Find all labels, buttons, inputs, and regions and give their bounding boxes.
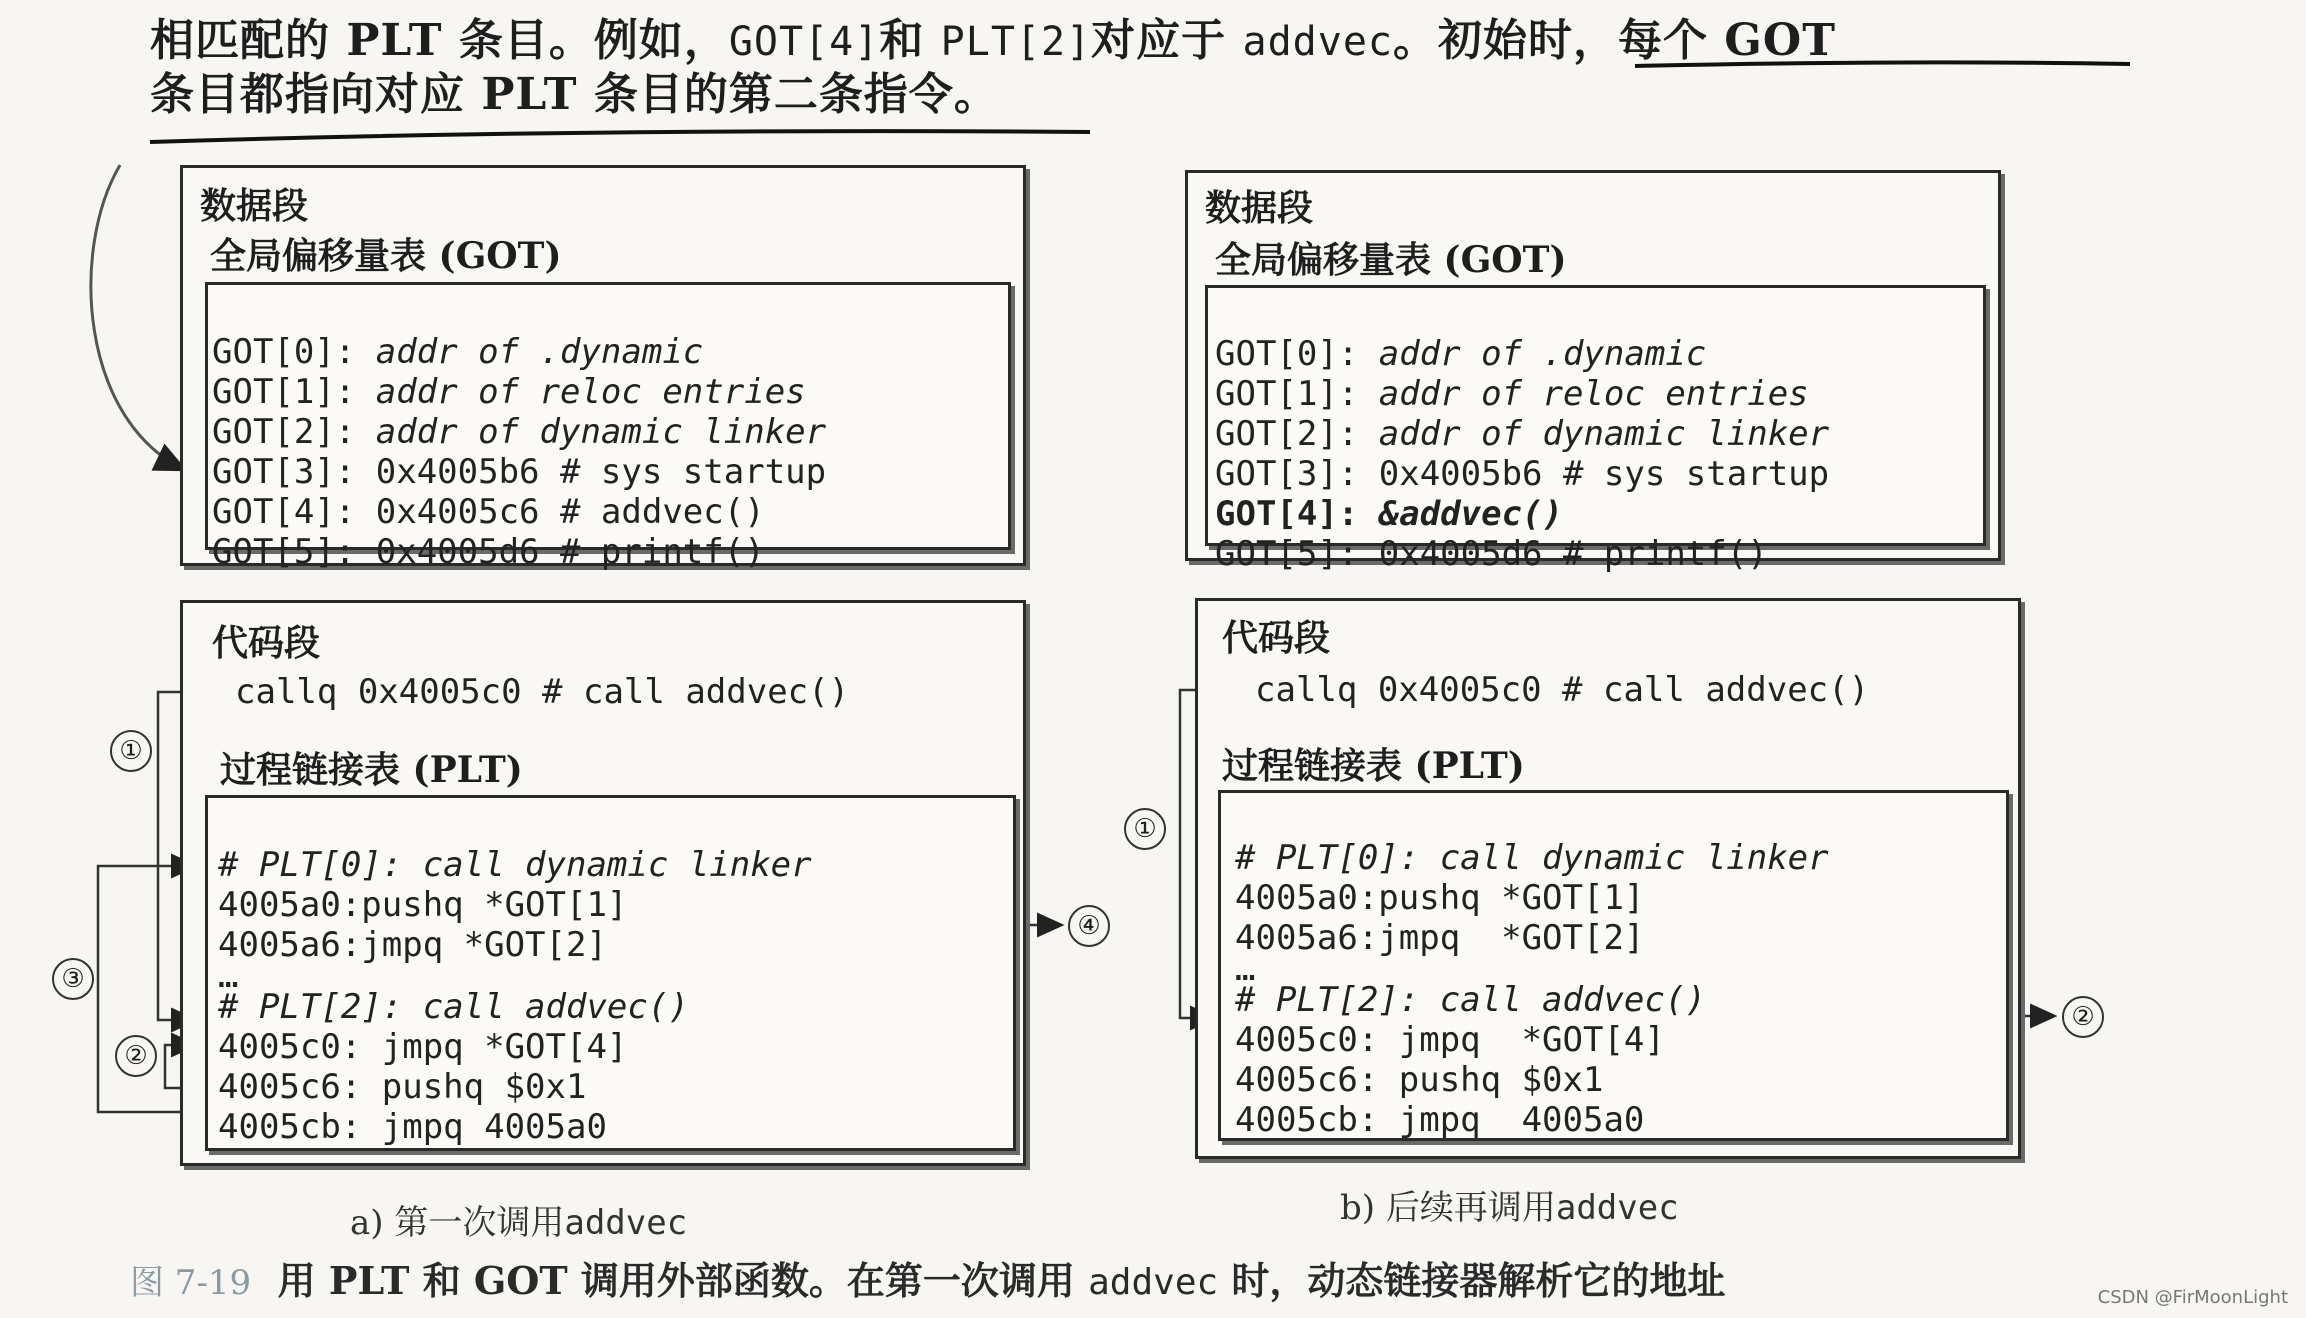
plt-row: 4005a6:jmpq *GOT[2] [218, 925, 607, 965]
intro-text: 和 [879, 15, 941, 66]
panel-a-data-title: 数据段 [200, 185, 309, 227]
intro-code-addvec: addvec [1242, 19, 1393, 65]
panel-b-got-title: 全局偏移量表 (GOT) [1215, 239, 1567, 281]
marker-1-a: ① [110, 730, 152, 772]
underline-mark [1635, 62, 2130, 66]
panel-b-data-title: 数据段 [1205, 187, 1314, 229]
plt-row: … [1235, 949, 1256, 989]
panel-a-code-title: 代码段 [212, 622, 321, 664]
plt-row: 4005a0:pushq *GOT[1] [1235, 878, 1645, 918]
intro-text-underlined: 。初始时，每个 GOT [1392, 15, 1836, 66]
panel-a-got-rows [212, 292, 826, 612]
plt-row: 4005c0: jmpq *GOT[4] [1235, 1020, 1665, 1060]
got-row-2: GOT[2]: addr of dynamic linker [212, 412, 827, 452]
panel-b-plt-rows [1235, 798, 1829, 1180]
marker-4-a: ④ [1068, 905, 1110, 947]
plt-row: 4005c6: pushq $0x1 [218, 1067, 587, 1107]
got-row-3: GOT[3]: 0x4005b6 # sys startup [1215, 454, 1830, 494]
got-row-1: GOT[1]: addr of reloc entries [212, 372, 806, 412]
panel-b-call-line: callq 0x4005c0 # call addvec() [1255, 670, 1870, 710]
marker-1-b: ① [1124, 808, 1166, 850]
panel-a-caption: a) 第一次调用addvec [350, 1203, 688, 1243]
plt-row: # PLT[2]: call addvec() [218, 987, 689, 1027]
panel-b-code-title: 代码段 [1222, 617, 1331, 659]
got-row-5: GOT[5]: 0x4005d6 # printf() [212, 532, 765, 572]
marker-3-a: ③ [52, 958, 94, 1000]
got-row-3: GOT[3]: 0x4005b6 # sys startup [212, 452, 827, 492]
panel-a-plt-rows [218, 805, 812, 1187]
intro-text: 相匹配的 PLT 条目。例如， [150, 15, 729, 66]
plt-row: 4005a6:jmpq *GOT[2] [1235, 918, 1645, 958]
plt-row: # PLT[0]: call dynamic linker [1235, 838, 1829, 878]
plt-row: 4005a0:pushq *GOT[1] [218, 885, 628, 925]
plt-row: # PLT[2]: call addvec() [1235, 980, 1706, 1020]
intro-code-got4: GOT[4] [728, 19, 880, 65]
panel-a-call-line: callq 0x4005c0 # call addvec() [235, 672, 850, 712]
marker-2-a: ② [115, 1035, 157, 1077]
intro-code-plt2: PLT[2] [940, 19, 1092, 65]
plt-row: 4005cb: jmpq 4005a0 [1235, 1100, 1645, 1140]
underline-mark [150, 131, 1090, 142]
got-row-1: GOT[1]: addr of reloc entries [1215, 374, 1809, 414]
panel-a-got-title: 全局偏移量表 (GOT) [210, 235, 562, 277]
plt-row: # PLT[0]: call dynamic linker [218, 845, 812, 885]
got-row-0: GOT[0]: addr of .dynamic [1215, 334, 1707, 374]
got-row-2: GOT[2]: addr of dynamic linker [1215, 414, 1830, 454]
intro-text: 对应于 [1091, 15, 1243, 66]
plt-row: 4005c6: pushq $0x1 [1235, 1060, 1604, 1100]
plt-row: 4005c0: jmpq *GOT[4] [218, 1027, 628, 1067]
marker-2-b: ② [2062, 996, 2104, 1038]
figure-caption: 图 7-19 用 PLT 和 GOT 调用外部函数。在第一次调用 addvec 时，动态链接器解析它的地址 [130, 1258, 1726, 1303]
plt-row: 4005cb: jmpq 4005a0 [218, 1107, 607, 1147]
intro-line-2: 条目都指向对应 PLT 条目的第二条指令。 [150, 69, 999, 120]
plt-row: … [218, 956, 239, 996]
got-row-0: GOT[0]: addr of .dynamic [212, 332, 704, 372]
panel-b-plt-title: 过程链接表 (PLT) [1222, 745, 1525, 787]
panel-a-plt-title: 过程链接表 (PLT) [220, 749, 523, 791]
got-row-5: GOT[5]: 0x4005d6 # printf() [1215, 534, 1768, 574]
panel-b-caption: b) 后续再调用addvec [1340, 1188, 1679, 1228]
got-row-4: GOT[4]: 0x4005c6 # addvec() [212, 492, 765, 532]
got-row-4: GOT[4]: &addvec() [1215, 494, 1563, 534]
watermark: CSDN @FirMoonLight [2097, 1287, 2288, 1308]
panel-b-got-rows [1215, 294, 1829, 614]
pen-arrow [91, 165, 185, 470]
